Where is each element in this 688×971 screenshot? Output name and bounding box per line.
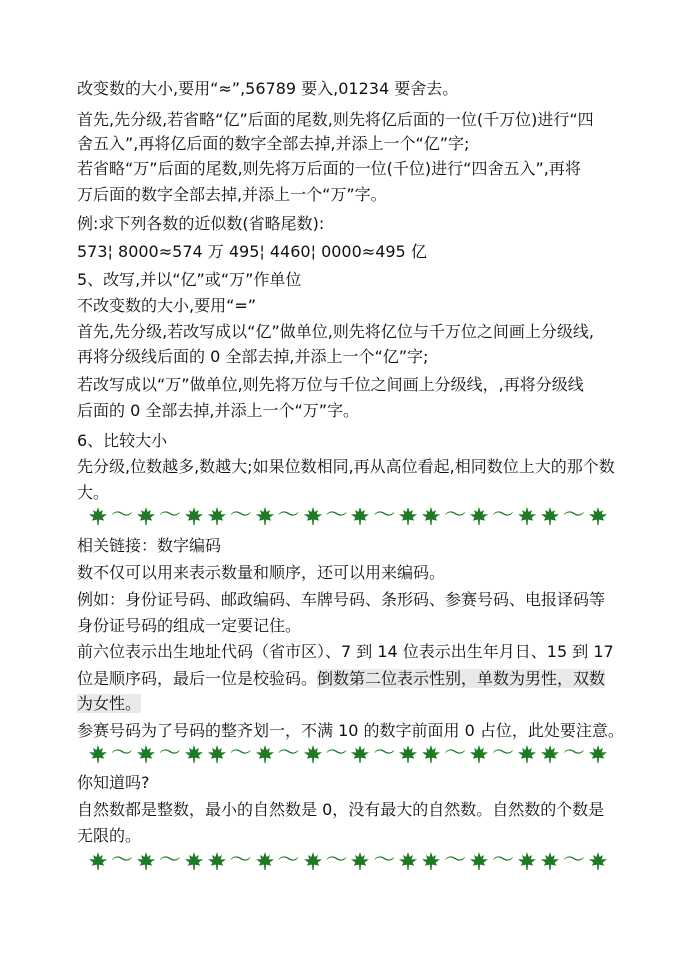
tilde-ornament: ～ (110, 848, 133, 873)
leaf-border (88, 850, 608, 872)
tilde-ornament: ～ (492, 848, 515, 873)
text-line (77, 694, 617, 714)
text-line: 后面的 0 全部去掉,并添上一个“万”字。 (77, 401, 360, 420)
text-line: 万后面的数字全部去掉,并添上一个“万”字。 (77, 185, 387, 204)
leaf-icon (88, 744, 108, 764)
tilde-ornament: ～ (110, 503, 133, 528)
leaf-icon (303, 744, 323, 764)
leaf-icon (350, 851, 370, 871)
tilde-ornament: ～ (444, 503, 467, 528)
leaf-icon (469, 744, 489, 764)
tilde-ornament: ～ (492, 741, 515, 766)
tilde-ornament: ～ (158, 741, 181, 766)
leaf-icon (540, 851, 560, 871)
text-line: 首先,先分级,若改写成以“亿”做单位,则先将亿位与千万位之间画上分级线, (77, 322, 594, 341)
example-line: 573¦ 8000≈574 万 495¦ 4460¦ 0000≈495 亿 (77, 242, 427, 261)
text-line: 再将分级线后面的 0 全部去掉,并添上一个“亿”字; (77, 347, 429, 366)
leaf-icon (517, 744, 537, 764)
tilde-ornament: ～ (562, 503, 585, 528)
leaf-icon (255, 506, 275, 526)
leaf-icon (421, 851, 441, 871)
tilde-ornament: ～ (325, 741, 348, 766)
leaf-icon (588, 506, 608, 526)
text-line (77, 669, 617, 689)
leaf-icon (255, 851, 275, 871)
section-heading: 5、改写,并以“亿”或“万”作单位 (77, 270, 302, 289)
leaf-icon (350, 744, 370, 764)
text-line: 数不仅可以用来表示数量和顺序，还可以用来编码。 (77, 563, 446, 582)
text-line: 例如：身份证号码、邮政编码、车牌号码、条形码、参赛号码、电报译码等 (77, 590, 606, 609)
leaf-icon (421, 506, 441, 526)
section-heading: 6、比较大小 (77, 431, 168, 450)
leaf-icon (303, 506, 323, 526)
leaf-border (88, 505, 608, 527)
leaf-icon (184, 506, 204, 526)
tilde-ornament: ～ (373, 503, 396, 528)
tilde-ornament: ～ (158, 503, 181, 528)
leaf-icon (398, 506, 418, 526)
leaf-icon (588, 851, 608, 871)
text-line: 身份证号码的组成一定要记住。 (77, 616, 302, 635)
tilde-ornament: ～ (277, 741, 300, 766)
tilde-ornament: ～ (229, 741, 252, 766)
leaf-icon (207, 506, 227, 526)
tilde-ornament: ～ (373, 741, 396, 766)
leaf-icon (421, 744, 441, 764)
line-text: 位是顺序码，最后一位是校验码。 (77, 669, 318, 688)
text-line: 自然数都是整数，最小的自然数是 0，没有最大的自然数。自然数的个数是 (77, 800, 605, 819)
tilde-ornament: ～ (562, 741, 585, 766)
text-line: 改变数的大小,要用“≈”,56789 要入,01234 要舍去。 (77, 79, 459, 98)
leaf-icon (88, 506, 108, 526)
tilde-ornament: ～ (158, 848, 181, 873)
text-line: 若改写成以“万”做单位,则先将万位与千位之间画上分级线，,再将分级线 (77, 375, 584, 394)
leaf-icon (184, 744, 204, 764)
tilde-ornament: ～ (229, 503, 252, 528)
leaf-icon (303, 851, 323, 871)
tilde-ornament: ～ (373, 848, 396, 873)
leaf-icon (517, 506, 537, 526)
text-line: 若省略“万”后面的尾数,则先将万后面的一位(千位)进行“四舍五入”,再将 (77, 159, 581, 178)
text-line: 参赛号码为了号码的整齐划一，不满 10 的数字前面用 0 占位，此处要注意。 (77, 721, 624, 740)
tilde-ornament: ～ (492, 503, 515, 528)
text-line: 无限的。 (77, 826, 142, 845)
text-line: 首先,先分级,若省略“亿”后面的尾数,则先将亿后面的一位(千万位)进行“四 (77, 110, 594, 129)
leaf-icon (255, 744, 275, 764)
text-line: 先分级,位数越多,数越大;如果位数相同,再从高位看起,相同数位上大的那个数 (77, 457, 615, 476)
leaf-icon (469, 851, 489, 871)
leaf-icon (398, 851, 418, 871)
leaf-icon (540, 744, 560, 764)
example-heading: 例:求下列各数的近似数(省略尾数): (77, 214, 325, 233)
highlighted-text: 为女性。 (77, 694, 142, 713)
leaf-icon (136, 506, 156, 526)
leaf-icon (207, 744, 227, 764)
leaf-icon (540, 506, 560, 526)
tilde-ornament: ～ (325, 848, 348, 873)
leaf-icon (398, 744, 418, 764)
tilde-ornament: ～ (444, 848, 467, 873)
leaf-icon (207, 851, 227, 871)
leaf-icon (88, 851, 108, 871)
tilde-ornament: ～ (325, 503, 348, 528)
tilde-ornament: ～ (444, 741, 467, 766)
tilde-ornament: ～ (229, 848, 252, 873)
text-line: 大。 (77, 483, 110, 502)
leaf-icon (517, 851, 537, 871)
leaf-icon (136, 851, 156, 871)
leaf-icon (588, 744, 608, 764)
text-line: 前六位表示出生地址代码（省市区）、7 到 14 位表示出生年月日、15 到 17 (77, 642, 614, 661)
text-line: 舍五入”,再将亿后面的数字全部去掉,并添上一个“亿”字; (77, 134, 470, 153)
text-line: 不改变数的大小,要用“=” (77, 296, 257, 315)
leaf-icon (184, 851, 204, 871)
tilde-ornament: ～ (562, 848, 585, 873)
leaf-icon (469, 506, 489, 526)
leaf-icon (350, 506, 370, 526)
tilde-ornament: ～ (110, 741, 133, 766)
highlighted-text: 倒数第二位表示性别，单数为男性，双数 (317, 669, 606, 688)
leaf-icon (136, 744, 156, 764)
did-you-know-heading: 你知道吗? (77, 773, 150, 792)
tilde-ornament: ～ (277, 848, 300, 873)
tilde-ornament: ～ (277, 503, 300, 528)
leaf-border (88, 743, 608, 765)
related-link-heading: 相关链接：数字编码 (77, 536, 222, 555)
